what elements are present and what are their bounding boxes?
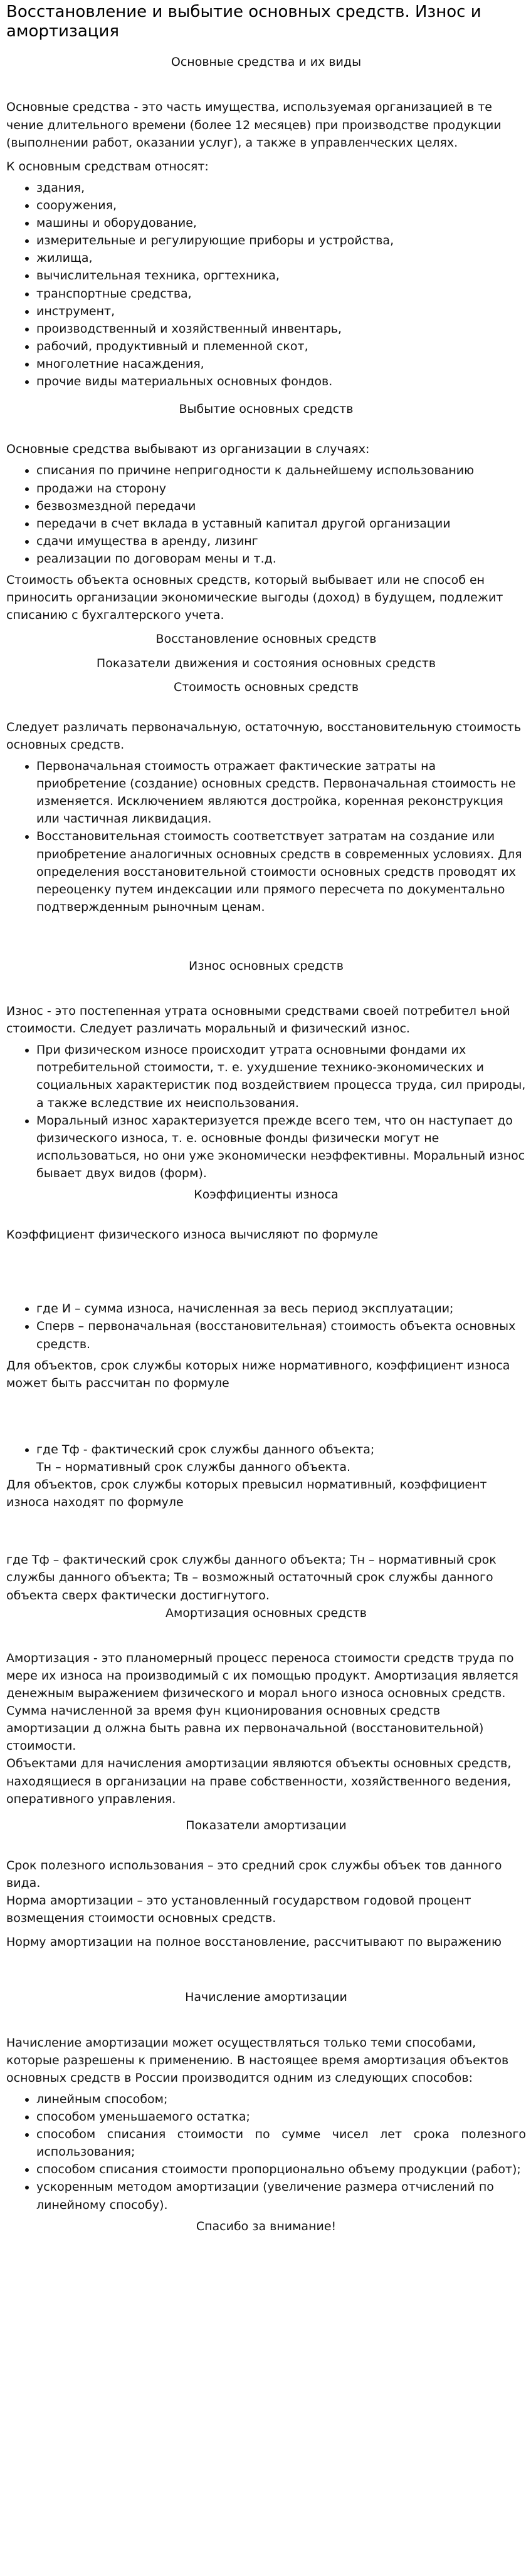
- charge-intro: Начисление амортизации может осуществляться только теми способами, которые разрешены к применению. В настоящее время амортизация объектов основных средств в России производится одним из следующих способов:: [6, 2035, 509, 2085]
- cost-intro: Следует различать первоначальную, остаточную, восстановительную стоимость основных средств.: [6, 720, 522, 752]
- disposal-list: [6, 462, 526, 568]
- restore-heading: Восстановление основных средств: [155, 632, 377, 647]
- life-text: Срок полезного использования – это средний срок службы объек тов данного вида.: [6, 1858, 502, 1890]
- list-item: • способом списания стоимости по сумме чисел лет срока полезного использования;: [36, 2126, 526, 2161]
- list-item: • где И – сумма износа, начисленная за весь период эксплуатации;: [36, 1300, 526, 1317]
- assets-heading: Основные средства и их виды: [171, 55, 362, 70]
- list-item: • реализации по договорам мены и т.д.: [36, 550, 526, 568]
- list-item: • продажи на сторону: [36, 480, 526, 497]
- disposal-heading: Выбытие основных средств: [179, 402, 354, 417]
- list-item: • Сперв – первоначальная (восстановительная) стоимость объекта основных средств.: [36, 1317, 526, 1353]
- cost-heading: Стоимость основных средств: [173, 680, 359, 694]
- list-item: • многолетние насаждения,: [36, 355, 526, 373]
- norm-full-text: Норму амортизации на полное восстановление, рассчитывают по выражению: [6, 1935, 502, 1950]
- list-item: • сооружения,: [36, 197, 526, 214]
- assets-list: [6, 179, 526, 390]
- list-item: • безвозмездной передачи: [36, 497, 526, 515]
- wear-list: [6, 1041, 526, 1182]
- amort-intro: Амортизация - это планомерный процесс переноса стоимости средств труда по мере их износа на производимый с их помощью продукт. Амортизация является денежным выражением физического и морал ьного износа основных средств. Сумма начисленной за время фун кционирования основных средств амортизации д олжна быть равна их первоначальной (восстановительной) стоимости.: [6, 1651, 518, 1753]
- coef-norm-text: Для объектов, срок службы которых ниже нормативного, коэффициент износа может быть рассчитан по формуле: [6, 1358, 510, 1390]
- list-item: • транспортные средства,: [36, 285, 526, 303]
- coef-heading: Коэффициенты износа: [194, 1188, 339, 1202]
- coef-intro: Коэффициент физического износа вычисляют по формуле: [6, 1228, 378, 1242]
- assets-list-intro: К основным средствам относят:: [6, 159, 209, 174]
- amort-objects: Объектами для начисления амортизации являются объекты основных средств, находящиеся в организации на праве собственности, хозяйственного ведения, оперативного управления.: [6, 1757, 512, 1806]
- disposal-intro: Основные средства выбывают из организации в случаях:: [6, 442, 370, 457]
- list-item: • жилища,: [36, 249, 526, 267]
- list-item: • При физическом износе происходит утрата основными фондами их потребительной стоимости, т. е. ухудшение технико-экономических и социальных характеристик под воздействием процесса труда, сил природы, а также вследствие их неиспользования.: [36, 1041, 526, 1111]
- list-item: • здания,: [36, 179, 526, 197]
- wear-heading: Износ основных средств: [189, 958, 344, 973]
- list-item: • Моральный износ характеризуется прежде всего тем, что он наступает до физического износа, т. е. основные фонды физически могут не использоваться, но они уже экономически неэффективны. Моральный износ бывает двух видов (форм).: [36, 1112, 526, 1182]
- charge-heading: Начисление амортизации: [185, 1990, 347, 2005]
- coef-list: [6, 1300, 526, 1353]
- list-item: • машины и оборудование,: [36, 214, 526, 232]
- list-item: • измерительные и регулирующие приборы и устройства,: [36, 232, 526, 249]
- coef-over-note: где Тф – фактический срок службы данного объекта; Тн – нормативный срок службы данного объекта; Тв – возможный остаточный срок службы данного объекта сверх фактически достигнутого.: [6, 1553, 497, 1602]
- coef-over-text: Для объектов, срок службы которых превысил нормативный, коэффициент износа находят по формуле: [6, 1478, 487, 1510]
- page-title: Восстановление и выбытие основных средств. Износ и амортизация: [6, 3, 481, 41]
- coef-norm-item-2: Тн – нормативный срок службы данного объекта.: [36, 1460, 351, 1475]
- list-item: • где Тф - фактический срок службы данного объекта;: [36, 1441, 526, 1458]
- list-item: • линейным способом;: [36, 2090, 526, 2108]
- list-item: • способом уменьшаемого остатка;: [36, 2108, 526, 2126]
- assets-intro: Основные средства - это часть имущества, используемая организацией в те чение длительного времени (более 12 месяцев) при производстве продукции (выполнении работ, оказании услуг), а также в управленческих целях.: [6, 100, 502, 150]
- indicators-heading: Показатели движения и состояния основных средств: [96, 656, 436, 670]
- list-item: • передачи в счет вклада в уставный капитал другой организации: [36, 515, 526, 532]
- list-item: • прочие виды материальных основных фондов.: [36, 373, 526, 390]
- list-item: • производственный и хозяйственный инвентарь,: [36, 320, 526, 338]
- thanks-text: Спасибо за внимание!: [196, 2219, 337, 2233]
- list-item: • вычислительная техника, оргтехника,: [36, 267, 526, 284]
- amort-indicators-heading: Показатели амортизации: [186, 1818, 347, 1832]
- cost-list: [6, 757, 526, 916]
- list-item: • ускоренным методом амортизации (увеличение размера отчислений по линейному способу).: [36, 2178, 526, 2213]
- amort-heading: Амортизация основных средств: [166, 1606, 367, 1620]
- list-item: • Восстановительная стоимость соответствует затратам на создание или приобретение аналогичных основных средств в современных условиях. Для определения восстановительной стоимости основных средств проводят их переоценку путем индексации или прямого пересчета по документально подтвержденным рыночным ценам.: [36, 828, 526, 916]
- list-item: • инструмент,: [36, 303, 526, 320]
- coef-norm-list: [6, 1441, 526, 1458]
- wear-intro: Износ - это постепенная утрата основными средствами своей потребител ьной стоимости. Следует различать моральный и физический износ.: [6, 1004, 510, 1036]
- norm-text: Норма амортизации – это установленный государством годовой процент возмещения стоимости основных средств.: [6, 1894, 471, 1926]
- document: [0, 3, 531, 2235]
- list-item: • рабочий, продуктивный и племенной скот,: [36, 338, 526, 355]
- list-item: • сдачи имущества в аренду, лизинг: [36, 532, 526, 550]
- disposal-note: Стоимость объекта основных средств, который выбывает или не способ ен приносить организации экономические выгоды (доход) в будущем, подлежит списанию с бухгалтерского учета.: [6, 573, 503, 623]
- list-item: • Первоначальная стоимость отражает фактические затраты на приобретение (создание) основных средств. Первоначальная стоимость не изменяется. Исключением являются достройка, коренная реконструкция или частичная ликвидация.: [36, 757, 526, 828]
- charge-list: [6, 2090, 526, 2214]
- list-item: • способом списания стоимости пропорционально объему продукции (работ);: [36, 2161, 526, 2178]
- list-item: • списания по причине непригодности к дальнейшему использованию: [36, 462, 526, 479]
